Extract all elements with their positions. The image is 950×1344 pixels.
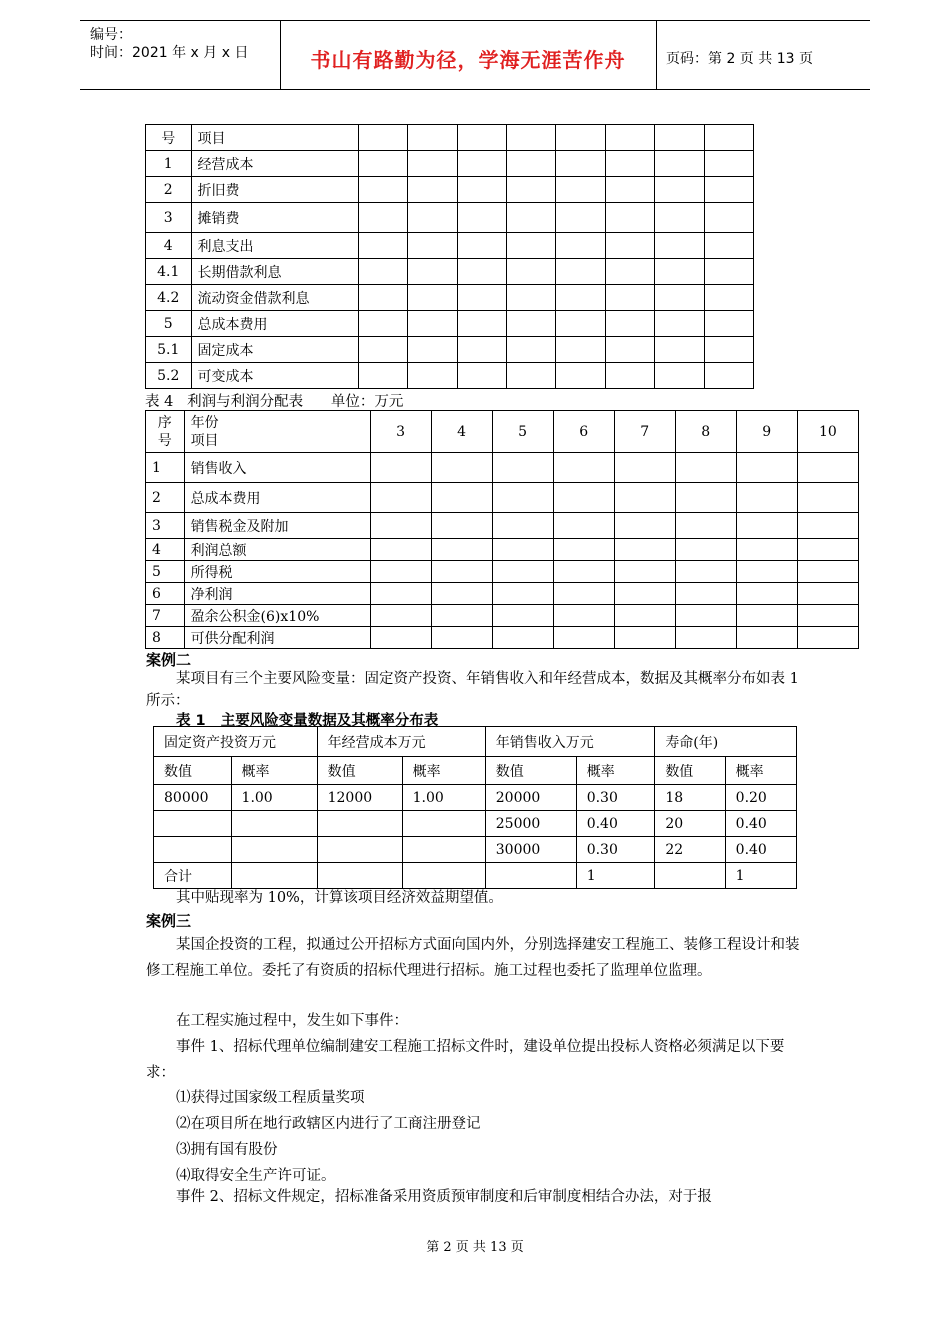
sub-header: 概率 — [725, 757, 796, 785]
table-cell — [704, 311, 753, 337]
sub-header: 数值 — [154, 757, 232, 785]
data-cell: 0.20 — [725, 785, 796, 811]
table-cell — [553, 583, 614, 605]
header-top-rule — [80, 20, 870, 21]
group-header: 寿命(年) — [655, 727, 797, 757]
table-cell — [431, 605, 492, 627]
table-cell — [370, 605, 431, 627]
table-cell — [408, 285, 457, 311]
seq-cell: 2 — [146, 483, 185, 513]
data-cell — [402, 811, 485, 837]
seq-cell: 5.2 — [146, 363, 192, 389]
table-cell — [797, 627, 858, 649]
table-cell — [655, 125, 704, 151]
item-cell: 销售税金及附加 — [184, 513, 370, 539]
data-cell — [317, 837, 402, 863]
item-cell: 摊销费 — [191, 203, 358, 233]
table-cell — [614, 627, 675, 649]
table-cell — [457, 151, 506, 177]
item-cell: 长期借款利息 — [191, 259, 358, 285]
table-cell — [797, 605, 858, 627]
table-cell — [736, 561, 797, 583]
table-cell — [457, 363, 506, 389]
table-cell — [655, 337, 704, 363]
cost-table — [145, 124, 754, 389]
data-cell: 18 — [655, 785, 725, 811]
table-cell — [553, 561, 614, 583]
table-cell — [605, 203, 654, 233]
data-cell: 1 — [576, 863, 655, 889]
table-cell — [556, 125, 605, 151]
table-cell — [736, 513, 797, 539]
sub-header: 数值 — [317, 757, 402, 785]
item-cell: 流动资金借款利息 — [191, 285, 358, 311]
table-cell — [675, 561, 736, 583]
table-cell — [736, 583, 797, 605]
table-cell — [556, 151, 605, 177]
table-cell — [358, 337, 407, 363]
table-cell — [675, 483, 736, 513]
table-cell — [457, 233, 506, 259]
table-cell — [507, 233, 556, 259]
data-cell: 0.40 — [576, 811, 655, 837]
table-cell — [556, 203, 605, 233]
table-cell — [655, 285, 704, 311]
sub-header: 概率 — [402, 757, 485, 785]
table-cell — [457, 125, 506, 151]
year-header: 9 — [736, 411, 797, 453]
data-cell: 1.00 — [402, 785, 485, 811]
table-cell — [370, 561, 431, 583]
item-cell: 销售收入 — [184, 453, 370, 483]
table-cell — [431, 453, 492, 483]
data-cell: 30000 — [485, 837, 576, 863]
table-cell — [704, 363, 753, 389]
seq-cell: 1 — [146, 151, 192, 177]
year-header: 7 — [614, 411, 675, 453]
table-cell — [704, 285, 753, 311]
table-cell — [370, 453, 431, 483]
case3-item: ⑷取得安全生产许可证。 — [176, 1168, 336, 1184]
table-cell — [605, 311, 654, 337]
table-cell — [507, 151, 556, 177]
table-cell — [408, 151, 457, 177]
case3-para1: 某国企投资的工程，拟通过公开招标方式面向国内外，分别选择建安工程施工、装修工程设计和装修工程施工单位。委托了有资质的招标代理进行招标。施工过程也委托了监理单位监理。 — [146, 937, 800, 979]
table-row — [146, 513, 859, 539]
page-info: 页码：第 2 页 共 13 页 — [666, 51, 813, 67]
motto: 书山有路勤为径，学海无涯苦作舟 — [310, 48, 626, 72]
table-cell — [492, 453, 553, 483]
table-row — [146, 483, 859, 513]
table-cell — [507, 285, 556, 311]
table-cell — [556, 285, 605, 311]
table4-caption: 表 4 利润与利润分配表 单位：万元 — [145, 394, 404, 410]
table-cell — [605, 125, 654, 151]
table-cell — [556, 363, 605, 389]
table-cell — [614, 605, 675, 627]
data-cell: 1.00 — [231, 785, 317, 811]
table-cell — [704, 203, 753, 233]
item-cell: 总成本费用 — [191, 311, 358, 337]
table-cell — [675, 453, 736, 483]
table-cell — [358, 125, 407, 151]
data-cell: 25000 — [485, 811, 576, 837]
seq-cell: 3 — [146, 203, 192, 233]
data-cell: 0.40 — [725, 811, 796, 837]
table-cell — [492, 483, 553, 513]
case2-table-caption: 表 1 主要风险变量数据及其概率分布表 — [176, 713, 439, 729]
table-cell — [556, 233, 605, 259]
table-cell — [556, 259, 605, 285]
case3-item: ⑵在项目所在地行政辖区内进行了工商注册登记 — [176, 1116, 481, 1132]
seq-cell: 号 — [146, 125, 192, 151]
seq-cell: 8 — [146, 627, 185, 649]
table-row — [146, 311, 754, 337]
table-row — [154, 863, 797, 889]
table-cell — [492, 627, 553, 649]
data-cell: 20 — [655, 811, 725, 837]
table-row — [154, 811, 797, 837]
table-cell — [704, 337, 753, 363]
table-cell — [553, 483, 614, 513]
table-cell — [797, 513, 858, 539]
case3-para2: 在工程实施过程中，发生如下事件： — [176, 1013, 408, 1029]
table-cell — [457, 259, 506, 285]
table-cell — [507, 125, 556, 151]
page-header — [80, 20, 870, 90]
table-row — [146, 627, 859, 649]
table-cell — [457, 177, 506, 203]
data-cell — [485, 863, 576, 889]
table-row — [146, 151, 754, 177]
data-cell — [154, 811, 232, 837]
table-cell — [614, 583, 675, 605]
table-cell — [655, 259, 704, 285]
table-cell — [704, 125, 753, 151]
seq-cell: 4 — [146, 233, 192, 259]
table-cell — [408, 233, 457, 259]
header-item: 项目 — [190, 432, 219, 449]
table-cell — [655, 203, 704, 233]
data-cell: 0.30 — [576, 837, 655, 863]
case2-note: 其中贴现率为 10%，计算该项目经济效益期望值。 — [176, 890, 503, 906]
table-cell — [736, 483, 797, 513]
table-cell — [614, 453, 675, 483]
table-cell — [736, 627, 797, 649]
sub-header: 数值 — [485, 757, 576, 785]
table-cell — [507, 259, 556, 285]
seq-header — [146, 411, 185, 453]
table-cell — [605, 151, 654, 177]
table-cell — [431, 539, 492, 561]
item-cell: 总成本费用 — [184, 483, 370, 513]
table-row — [146, 125, 754, 151]
seq-cell: 5 — [146, 311, 192, 337]
header-year: 年份 — [190, 414, 219, 431]
case2-intro: 某项目有三个主要风险变量：固定资产投资、年销售收入和年经营成本，数据及其概率分布如表 1 所示： — [146, 671, 799, 709]
table-cell — [553, 453, 614, 483]
table-cell — [457, 337, 506, 363]
table-cell — [507, 177, 556, 203]
table-cell — [358, 285, 407, 311]
table-cell — [370, 627, 431, 649]
table-row — [146, 605, 859, 627]
table-cell — [797, 561, 858, 583]
table-row — [146, 177, 754, 203]
seq-header-text: 号 — [157, 432, 172, 449]
number-label: 编号： — [90, 27, 132, 43]
data-cell: 80000 — [154, 785, 232, 811]
table-cell — [492, 513, 553, 539]
table-cell — [736, 605, 797, 627]
seq-cell: 3 — [146, 513, 185, 539]
data-cell — [655, 863, 725, 889]
table-cell — [655, 233, 704, 259]
seq-cell: 4.2 — [146, 285, 192, 311]
data-cell: 1 — [725, 863, 796, 889]
table-cell — [507, 337, 556, 363]
group-header: 固定资产投资万元 — [154, 727, 318, 757]
table-cell — [370, 583, 431, 605]
table-cell — [358, 233, 407, 259]
table-cell — [408, 203, 457, 233]
table-row — [146, 539, 859, 561]
table-cell — [704, 177, 753, 203]
data-cell — [231, 837, 317, 863]
table-cell — [408, 125, 457, 151]
seq-cell: 4.1 — [146, 259, 192, 285]
table-cell — [614, 539, 675, 561]
header-bottom-rule — [80, 89, 870, 90]
table-cell — [492, 583, 553, 605]
data-cell — [402, 863, 485, 889]
table-cell — [736, 453, 797, 483]
data-cell — [231, 811, 317, 837]
table-cell — [675, 627, 736, 649]
case3-para4: 事件 2、招标文件规定，招标准备采用资质预审制度和后审制度相结合办法，对于报 — [176, 1189, 712, 1205]
sub-header: 概率 — [576, 757, 655, 785]
group-header: 年经营成本万元 — [317, 727, 485, 757]
page-footer: 第 2 页 共 13 页 — [426, 1240, 524, 1255]
table-row — [146, 583, 859, 605]
table-cell — [431, 583, 492, 605]
table-cell — [370, 513, 431, 539]
seq-cell: 7 — [146, 605, 185, 627]
table-cell — [553, 513, 614, 539]
table-cell — [408, 259, 457, 285]
data-cell — [402, 837, 485, 863]
data-cell: 0.40 — [725, 837, 796, 863]
risk-variable-table — [153, 726, 797, 889]
seq-cell: 4 — [146, 539, 185, 561]
table-cell — [492, 605, 553, 627]
table-cell — [457, 285, 506, 311]
table-cell — [492, 561, 553, 583]
table-row — [146, 453, 859, 483]
table-cell — [507, 311, 556, 337]
table-cell — [614, 561, 675, 583]
table-cell — [370, 539, 431, 561]
table-cell — [797, 539, 858, 561]
table-cell — [370, 483, 431, 513]
table-cell — [704, 233, 753, 259]
table-cell — [797, 583, 858, 605]
table-cell — [556, 311, 605, 337]
year-header: 10 — [797, 411, 858, 453]
table-cell — [408, 311, 457, 337]
table-cell — [553, 627, 614, 649]
table-cell — [675, 513, 736, 539]
table-cell — [358, 311, 407, 337]
table-row — [146, 203, 754, 233]
table-cell — [605, 233, 654, 259]
table-cell — [553, 605, 614, 627]
year-header: 3 — [370, 411, 431, 453]
table-row — [154, 727, 797, 757]
item-cell: 利润总额 — [184, 539, 370, 561]
item-cell: 经营成本 — [191, 151, 358, 177]
table-row — [146, 337, 754, 363]
table-cell — [605, 177, 654, 203]
table-cell — [675, 539, 736, 561]
group-header: 年销售收入万元 — [485, 727, 655, 757]
table-row — [146, 285, 754, 311]
table-cell — [408, 177, 457, 203]
table-cell — [431, 561, 492, 583]
table-cell — [431, 483, 492, 513]
time-label: 时间：2021 年 x 月 x 日 — [90, 45, 249, 61]
table-cell — [457, 311, 506, 337]
table-row — [146, 259, 754, 285]
item-cell: 折旧费 — [191, 177, 358, 203]
table-cell — [605, 285, 654, 311]
table-cell — [655, 151, 704, 177]
table-cell — [675, 583, 736, 605]
item-cell: 固定成本 — [191, 337, 358, 363]
sub-header: 数值 — [655, 757, 725, 785]
table-row — [154, 757, 797, 785]
seq-cell: 5 — [146, 561, 185, 583]
table-row — [154, 785, 797, 811]
table-cell — [358, 177, 407, 203]
data-cell: 20000 — [485, 785, 576, 811]
header-meta — [90, 26, 248, 62]
data-cell — [231, 863, 317, 889]
seq-cell: 1 — [146, 453, 185, 483]
profit-table — [145, 410, 859, 649]
data-cell: 12000 — [317, 785, 402, 811]
table-cell — [358, 259, 407, 285]
data-cell: 0.30 — [576, 785, 655, 811]
table-cell — [358, 151, 407, 177]
year-item-header — [184, 411, 370, 453]
table-row — [146, 363, 754, 389]
table-cell — [556, 337, 605, 363]
table-cell — [797, 483, 858, 513]
item-cell: 项目 — [191, 125, 358, 151]
table-cell — [457, 203, 506, 233]
table-cell — [408, 337, 457, 363]
item-cell: 利息支出 — [191, 233, 358, 259]
table-cell — [431, 627, 492, 649]
data-cell — [317, 811, 402, 837]
table-cell — [614, 513, 675, 539]
item-cell: 可变成本 — [191, 363, 358, 389]
seq-cell: 2 — [146, 177, 192, 203]
year-header: 6 — [553, 411, 614, 453]
table-cell — [614, 483, 675, 513]
table-cell — [655, 363, 704, 389]
table-cell — [655, 177, 704, 203]
header-divider — [656, 20, 657, 90]
table-cell — [431, 513, 492, 539]
table-cell — [553, 539, 614, 561]
item-cell: 所得税 — [184, 561, 370, 583]
table-cell — [704, 259, 753, 285]
seq-header-text: 序 — [157, 414, 172, 431]
table-cell — [797, 453, 858, 483]
seq-cell: 5.1 — [146, 337, 192, 363]
data-cell: 22 — [655, 837, 725, 863]
item-cell: 净利润 — [184, 583, 370, 605]
table-row — [146, 561, 859, 583]
table-cell — [675, 605, 736, 627]
table-cell — [408, 363, 457, 389]
data-cell — [154, 837, 232, 863]
table-row — [154, 837, 797, 863]
table-cell — [492, 539, 553, 561]
table-cell — [507, 363, 556, 389]
case3-para3: 事件 1、招标代理单位编制建安工程施工招标文件时，建设单位提出投标人资格必须满足以下要求： — [146, 1039, 785, 1081]
item-cell: 盈余公积金(6)x10% — [184, 605, 370, 627]
year-header: 8 — [675, 411, 736, 453]
item-cell: 可供分配利润 — [184, 627, 370, 649]
sub-header: 概率 — [231, 757, 317, 785]
table-row — [146, 233, 754, 259]
table-cell — [704, 151, 753, 177]
case3-item: ⑶拥有国有股份 — [176, 1142, 278, 1158]
table-cell — [556, 177, 605, 203]
table-cell — [736, 539, 797, 561]
case3-item: ⑴获得过国家级工程质量奖项 — [176, 1090, 365, 1106]
case2-title: 案例二 — [146, 651, 192, 669]
table-cell — [655, 311, 704, 337]
table-cell — [605, 337, 654, 363]
data-cell — [317, 863, 402, 889]
table-row — [146, 411, 859, 453]
year-header: 5 — [492, 411, 553, 453]
seq-cell: 6 — [146, 583, 185, 605]
year-header: 4 — [431, 411, 492, 453]
table-cell — [358, 363, 407, 389]
table-cell — [605, 363, 654, 389]
case3-title: 案例三 — [146, 912, 192, 930]
data-cell: 合计 — [154, 863, 232, 889]
table-cell — [605, 259, 654, 285]
table-cell — [507, 203, 556, 233]
table-cell — [358, 203, 407, 233]
